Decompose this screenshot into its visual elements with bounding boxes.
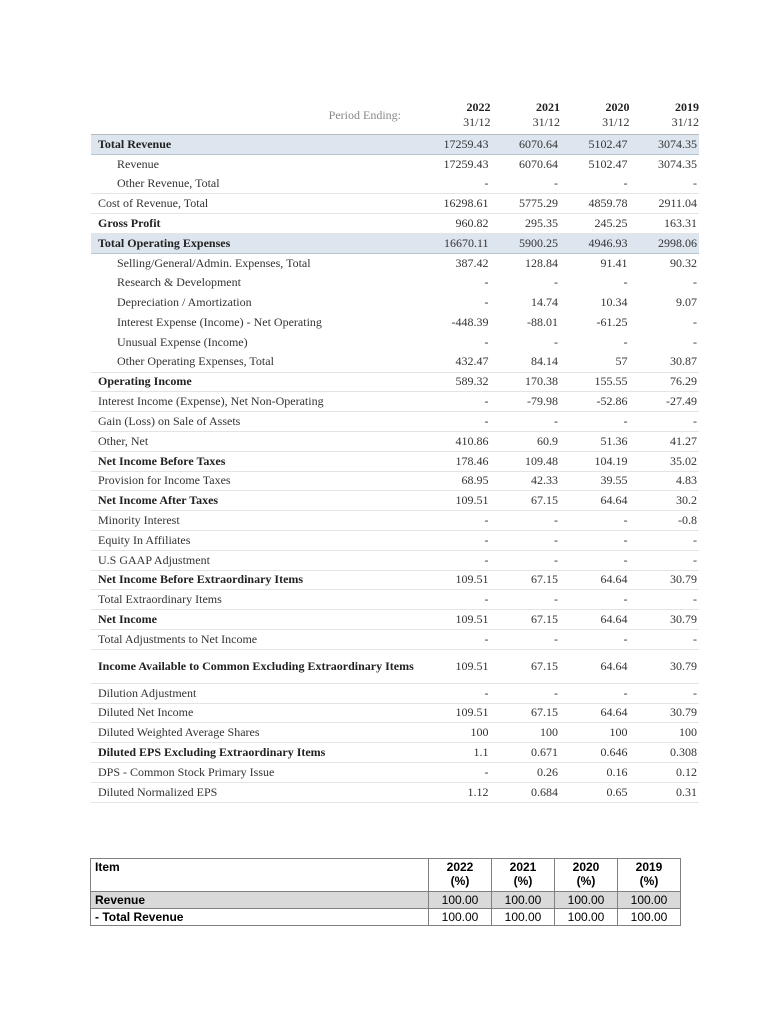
value-cell: 67.15 [531,705,558,720]
value-cell: - [623,552,628,567]
value-cell: 17259.43 [443,136,489,151]
table-row [91,273,699,293]
value-cell: - [484,513,489,528]
table-row [91,570,699,590]
value-cell: 410.86 [455,433,489,448]
value-cell: 100.00 [618,892,681,909]
value-cell: 41.27 [670,433,697,448]
value-cell: 6070.64 [519,156,558,171]
table-row [91,174,699,194]
value-cell: - [693,532,697,547]
value-cell: 67.15 [531,612,558,627]
year-header [630,96,700,135]
value-cell: - [554,592,558,607]
row-label: Other, Net [98,433,149,448]
value-cell: 1.12 [467,784,489,799]
table-row [91,723,699,743]
value-cell: 16298.61 [443,196,489,211]
value-cell: - [554,513,558,528]
value-cell: - [623,532,628,547]
table-row [91,782,699,802]
table-row [91,135,699,155]
value-cell: 100.00 [555,892,618,909]
value-cell: 30.87 [670,354,697,369]
value-cell: 51.36 [600,433,628,448]
value-cell: 5102.47 [588,136,628,151]
value-cell: 5900.25 [519,235,558,250]
table-row [91,649,699,683]
value-cell: 9.07 [676,295,697,310]
year-header [560,96,630,135]
table-row [91,352,699,372]
table-row [91,451,699,471]
row-label: Diluted Weighted Average Shares [98,725,260,740]
value-cell: 1.1 [473,745,489,759]
value-cell: 64.64 [600,493,628,508]
year-label: 2019 [675,100,699,114]
value-cell: - [484,275,489,290]
value-cell: - [693,315,697,330]
value-cell: - [484,552,489,567]
value-cell: 5102.47 [588,156,628,171]
unit-label: (%) [576,874,596,888]
item-header: Item [91,859,429,892]
year-label: 2020 [572,860,600,874]
date-label: 31/12 [463,115,491,129]
value-cell: 109.51 [455,658,489,673]
value-cell: 3074.35 [658,136,697,151]
value-cell: 64.64 [600,658,628,673]
row-label: Other Revenue, Total [117,176,220,191]
value-cell: -79.98 [527,394,558,409]
value-cell: - [693,631,697,646]
table-row [91,511,699,531]
value-cell: - [554,631,558,646]
table-row [91,214,699,234]
table-row [91,332,699,352]
value-cell: 0.12 [676,764,697,779]
value-cell: 100.00 [555,909,618,926]
row-label: Income Available to Common Excluding Extraordinary Items [98,658,414,673]
value-cell: 100 [609,725,628,740]
value-cell: 432.47 [455,354,489,369]
value-cell: - [693,176,697,191]
date-label: 31/12 [532,115,560,129]
value-cell: - [554,414,558,429]
value-cell: - [484,592,489,607]
value-cell: -0.8 [678,513,697,528]
value-cell: -52.86 [596,394,628,409]
row-label: Selling/General/Admin. Expenses, Total [117,255,311,270]
value-cell: - [484,685,489,700]
table-row [91,194,699,214]
value-cell: 6070.64 [519,136,558,151]
value-cell: - [554,275,558,290]
value-cell: - [693,552,697,567]
row-label: Equity In Affiliates [98,532,191,547]
value-cell: 100.00 [492,909,555,926]
table-row [91,703,699,723]
date-label: 31/12 [602,115,630,129]
value-cell: 16670.11 [443,235,489,250]
table-row [91,491,699,511]
value-cell: -27.49 [666,394,697,409]
value-cell: 10.34 [600,295,628,310]
value-cell: 100 [679,725,697,740]
value-cell: 178.46 [455,453,489,468]
table-row [91,683,699,703]
value-cell: 100 [540,725,558,740]
value-cell: - [484,532,489,547]
value-cell: 5775.29 [519,196,558,211]
value-cell: 295.35 [525,216,558,231]
table-row [91,154,699,174]
value-cell: - [484,295,489,310]
row-label: Other Operating Expenses, Total [117,354,274,369]
value-cell: - [554,176,558,191]
value-cell: 245.25 [594,216,628,231]
percentage-header-row [91,859,681,892]
year-label: 2022 [466,100,491,114]
year-label: 2021 [509,860,537,874]
row-label: Research & Development [117,275,241,290]
value-cell: 0.65 [606,784,628,799]
table-row [91,590,699,610]
value-cell: 109.51 [455,612,489,627]
row-label: Provision for Income Taxes [98,473,231,488]
table-row [91,530,699,550]
row-label: Total Adjustments to Net Income [98,631,258,646]
value-cell: 64.64 [600,705,628,720]
table-row [91,313,699,333]
value-cell: 104.19 [594,453,628,468]
value-cell: - [554,685,558,700]
year-header [429,859,492,892]
value-cell: - [554,532,558,547]
value-cell: 960.82 [455,216,489,231]
value-cell: 30.79 [670,658,697,673]
row-label: DPS - Common Stock Primary Issue [98,764,275,779]
row-label: U.S GAAP Adjustment [98,552,210,567]
value-cell: 163.31 [664,216,697,231]
row-label: Dilution Adjustment [98,685,197,700]
row-label: Net Income Before Extraordinary Items [98,572,304,587]
value-cell: 170.38 [525,374,558,389]
year-label: 2022 [446,860,474,874]
value-cell: - [693,414,697,429]
table-row [91,431,699,451]
row-label: Net Income Before Taxes [98,453,226,468]
value-cell: 30.79 [670,572,697,587]
row-label: Diluted Normalized EPS [98,784,218,799]
value-cell: 2998.06 [658,235,697,250]
value-cell: -61.25 [596,315,628,330]
table-row [91,412,699,432]
unit-label: (%) [639,874,659,888]
value-cell: 4.83 [676,473,697,488]
value-cell: 100.00 [429,909,492,926]
unit-label: (%) [513,874,533,888]
value-cell: 100.00 [429,892,492,909]
table-row [91,892,681,909]
row-label: Cost of Revenue, Total [98,196,209,211]
row-label: Depreciation / Amortization [117,295,252,310]
value-cell: 90.32 [670,255,697,270]
table-row [91,233,699,253]
value-cell: 109.51 [455,572,489,587]
table-row [91,293,699,313]
row-label: Revenue [91,892,429,909]
row-label: Interest Income (Expense), Net Non-Operating [98,394,324,409]
value-cell: 30.2 [676,493,697,508]
value-cell: - [623,176,628,191]
value-cell: -448.39 [451,315,489,330]
value-cell: - [554,334,558,349]
row-label: Gain (Loss) on Sale of Assets [98,414,241,429]
row-label: Interest Expense (Income) - Net Operating [117,315,322,330]
income-header-row [91,96,699,135]
table-row [91,392,699,412]
value-cell: 4946.93 [588,235,628,250]
value-cell: 60.9 [537,433,558,448]
year-header [618,859,681,892]
row-label: Operating Income [98,374,192,389]
value-cell: 2911.04 [658,196,697,211]
year-header [491,96,561,135]
percentage-table [90,858,681,926]
value-cell: - [693,275,697,290]
year-label: 2021 [536,100,560,114]
value-cell: 387.42 [455,255,489,270]
value-cell: 0.308 [670,745,697,759]
value-cell: - [623,592,628,607]
value-cell: 4859.78 [588,196,628,211]
value-cell: 35.02 [670,453,697,468]
value-cell: - [484,334,489,349]
value-cell: - [623,334,628,349]
value-cell: - [693,592,697,607]
value-cell: 155.55 [594,374,628,389]
value-cell: 84.14 [531,354,558,369]
value-cell: 0.16 [606,764,628,779]
value-cell: 30.79 [670,705,697,720]
value-cell: 30.79 [670,612,697,627]
value-cell: - [623,631,628,646]
value-cell: 67.15 [531,493,558,508]
year-header [421,96,491,135]
row-label: Diluted EPS Excluding Extraordinary Items [98,745,326,759]
value-cell: - [484,631,489,646]
value-cell: 109.51 [455,705,489,720]
period-ending-label: Period Ending: [328,107,401,122]
table-row [91,372,699,392]
year-header [492,859,555,892]
value-cell: 64.64 [600,572,628,587]
value-cell: 3074.35 [658,156,697,171]
row-label: Net Income [98,612,157,627]
date-label: 31/12 [671,115,699,129]
value-cell: 67.15 [531,658,558,673]
value-cell: - [554,552,558,567]
year-label: 2020 [605,100,630,114]
row-label: Unusual Expense (Income) [117,334,248,349]
unit-label: (%) [450,874,470,888]
table-row [91,253,699,273]
table-row [91,762,699,782]
value-cell: - [693,685,697,700]
value-cell: - [484,764,489,779]
table-row [91,471,699,491]
value-cell: 0.31 [676,784,697,799]
row-label: Net Income After Taxes [98,493,219,508]
row-label: Minority Interest [98,513,180,528]
year-label: 2019 [635,860,663,874]
row-label: Total Extraordinary Items [98,592,222,607]
value-cell: - [623,685,628,700]
table-row [91,550,699,570]
value-cell: 109.48 [525,453,558,468]
value-cell: 68.95 [461,473,489,488]
value-cell: - [484,176,489,191]
row-label: Diluted Net Income [98,705,194,720]
value-cell: 14.74 [531,295,558,310]
value-cell: 589.32 [455,374,489,389]
value-cell: 39.55 [600,473,628,488]
value-cell: 0.646 [600,745,628,759]
value-cell: 91.41 [600,255,628,270]
year-header [555,859,618,892]
row-label: - Total Revenue [91,909,429,926]
value-cell: 128.84 [525,255,558,270]
table-row [91,610,699,630]
row-label: Total Operating Expenses [98,235,231,250]
value-cell: 57 [615,354,628,369]
value-cell: - [623,275,628,290]
value-cell: 0.26 [537,764,558,779]
value-cell: 109.51 [455,493,489,508]
value-cell: - [484,394,489,409]
value-cell: - [623,414,628,429]
value-cell: 0.684 [531,784,558,799]
value-cell: - [693,334,697,349]
value-cell: 76.29 [670,374,697,389]
value-cell: - [623,513,628,528]
value-cell: -88.01 [527,315,558,330]
value-cell: 67.15 [531,572,558,587]
table-row [91,743,699,763]
row-label: Gross Profit [98,216,161,231]
value-cell: 100.00 [492,892,555,909]
income-statement-table [91,96,699,803]
value-cell: 100.00 [618,909,681,926]
row-label: Revenue [117,156,159,171]
value-cell: 64.64 [600,612,628,627]
table-row [91,909,681,926]
value-cell: 100 [470,725,489,740]
table-row [91,629,699,649]
value-cell: - [484,414,489,429]
value-cell: 17259.43 [443,156,489,171]
value-cell: 42.33 [531,473,558,488]
value-cell: 0.671 [531,745,558,759]
row-label: Total Revenue [98,136,172,151]
